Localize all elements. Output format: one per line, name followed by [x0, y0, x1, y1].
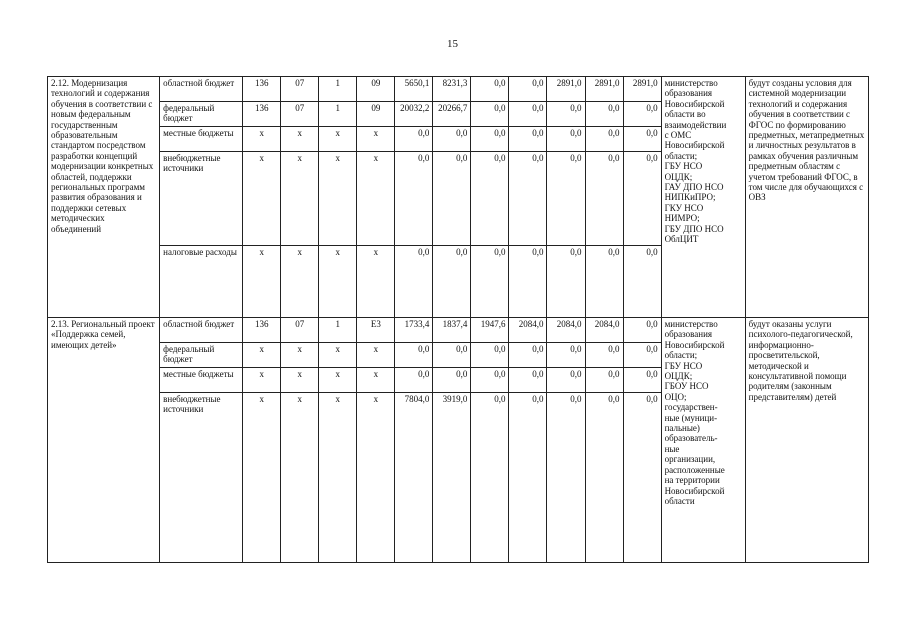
- amount-cell: 8231,3: [433, 77, 471, 102]
- budget-code-cell: x: [243, 368, 281, 393]
- amount-cell: 0,0: [623, 152, 661, 246]
- budget-code-cell: x: [281, 393, 319, 563]
- amount-cell: 0,0: [585, 246, 623, 318]
- funding-source-cell: налоговые расходы: [160, 246, 243, 318]
- budget-code-cell: x: [319, 127, 357, 152]
- expected-result-cell: будут созданы условия для системной модернизации технологий и содержания обучения в соответствии с ФГОС по формированию предметных, метапредметных и личностных результатов в рамках обучения различным предметным областям с учетом требований ФГОС, в том числе для обучающихся с ОВЗ: [745, 77, 868, 318]
- amount-cell: 0,0: [509, 246, 547, 318]
- funding-source-cell: областной бюджет: [160, 77, 243, 102]
- executor-cell: министерство образования Новосибирской области; ГБУ НСО ОЦДК; ГБОУ НСО ОЦО; государствен- ные (муници- пальные) образователь- ные организации, расположенные на территории Новосибирской области: [661, 318, 745, 563]
- budget-code-cell: 136: [243, 102, 281, 127]
- funding-source-cell: местные бюджеты: [160, 368, 243, 393]
- amount-cell: 0,0: [509, 152, 547, 246]
- budget-code-cell: x: [357, 127, 395, 152]
- amount-cell: 2084,0: [509, 318, 547, 343]
- expected-result-cell: будут оказаны услуги психолого-педагогической, информационно-просветительской, методической и консультативной помощи родителям (законным представителям) детей: [745, 318, 868, 563]
- amount-cell: 0,0: [623, 343, 661, 368]
- amount-cell: 0,0: [547, 152, 585, 246]
- amount-cell: 0,0: [509, 77, 547, 102]
- amount-cell: 0,0: [547, 127, 585, 152]
- amount-cell: 0,0: [471, 343, 509, 368]
- amount-cell: 2891,0: [623, 77, 661, 102]
- amount-cell: 0,0: [623, 368, 661, 393]
- budget-code-cell: x: [243, 343, 281, 368]
- budget-code-cell: x: [319, 343, 357, 368]
- amount-cell: 0,0: [395, 127, 433, 152]
- amount-cell: 0,0: [585, 393, 623, 563]
- funding-source-cell: внебюджетные источники: [160, 393, 243, 563]
- budget-code-cell: 1: [319, 102, 357, 127]
- table-row: [48, 318, 869, 343]
- amount-cell: 1947,6: [471, 318, 509, 343]
- amount-cell: 0,0: [433, 152, 471, 246]
- amount-cell: 7804,0: [395, 393, 433, 563]
- amount-cell: 0,0: [585, 127, 623, 152]
- amount-cell: 0,0: [471, 246, 509, 318]
- funding-source-cell: федеральный бюджет: [160, 102, 243, 127]
- amount-cell: 0,0: [547, 102, 585, 127]
- budget-code-cell: x: [357, 368, 395, 393]
- amount-cell: 2891,0: [585, 77, 623, 102]
- amount-cell: 5650,1: [395, 77, 433, 102]
- amount-cell: 0,0: [547, 343, 585, 368]
- budget-code-cell: x: [281, 343, 319, 368]
- amount-cell: 2084,0: [585, 318, 623, 343]
- amount-cell: 20032,2: [395, 102, 433, 127]
- executor-cell: министерство образования Новосибирской области во взаимодействии с ОМС Новосибирской области; ГБУ НСО ОЦДК; ГАУ ДПО НСО НИПКиПРО; ГКУ НСО НИМРО; ГБУ ДПО НСО ОблЦИТ: [661, 77, 745, 318]
- amount-cell: 0,0: [547, 246, 585, 318]
- amount-cell: 0,0: [471, 102, 509, 127]
- amount-cell: 0,0: [585, 343, 623, 368]
- budget-code-cell: x: [319, 368, 357, 393]
- budget-code-cell: 09: [357, 102, 395, 127]
- budget-code-cell: x: [243, 246, 281, 318]
- amount-cell: 0,0: [509, 368, 547, 393]
- amount-cell: 0,0: [433, 343, 471, 368]
- budget-code-cell: x: [243, 152, 281, 246]
- budget-code-cell: 1: [319, 318, 357, 343]
- amount-cell: 1837,4: [433, 318, 471, 343]
- amount-cell: 1733,4: [395, 318, 433, 343]
- budget-code-cell: 1: [319, 77, 357, 102]
- amount-cell: 2891,0: [547, 77, 585, 102]
- activity-name-cell: 2.12. Модернизация технологий и содержания обучения в соответствии с новым федеральным государственным образовательным стандартом посредством разработки концепций модернизации конкретных областей, поддержки региональных программ развития образования и поддержки сетевых методических объединений: [48, 77, 160, 318]
- amount-cell: 0,0: [623, 246, 661, 318]
- funding-source-cell: областной бюджет: [160, 318, 243, 343]
- budget-code-cell: x: [319, 246, 357, 318]
- amount-cell: 0,0: [433, 127, 471, 152]
- amount-cell: 0,0: [585, 152, 623, 246]
- budget-code-cell: 136: [243, 318, 281, 343]
- amount-cell: 0,0: [471, 368, 509, 393]
- funding-source-cell: внебюджетные источники: [160, 152, 243, 246]
- amount-cell: 0,0: [547, 368, 585, 393]
- budget-code-cell: x: [357, 343, 395, 368]
- amount-cell: 0,0: [395, 246, 433, 318]
- amount-cell: 0,0: [509, 102, 547, 127]
- amount-cell: 0,0: [471, 127, 509, 152]
- amount-cell: 0,0: [585, 368, 623, 393]
- amount-cell: 2084,0: [547, 318, 585, 343]
- budget-code-cell: 07: [281, 318, 319, 343]
- budget-code-cell: 07: [281, 102, 319, 127]
- amount-cell: 0,0: [395, 368, 433, 393]
- amount-cell: 0,0: [623, 102, 661, 127]
- budget-code-cell: x: [281, 246, 319, 318]
- amount-cell: 0,0: [471, 77, 509, 102]
- budget-code-cell: x: [357, 246, 395, 318]
- amount-cell: 0,0: [547, 393, 585, 563]
- budget-code-cell: x: [357, 393, 395, 563]
- amount-cell: 0,0: [395, 343, 433, 368]
- funding-source-cell: местные бюджеты: [160, 127, 243, 152]
- amount-cell: 0,0: [623, 318, 661, 343]
- budget-code-cell: x: [319, 152, 357, 246]
- program-table: [47, 76, 869, 563]
- budget-code-cell: 09: [357, 77, 395, 102]
- amount-cell: 0,0: [433, 368, 471, 393]
- amount-cell: 0,0: [509, 343, 547, 368]
- budget-code-cell: x: [243, 393, 281, 563]
- amount-cell: 0,0: [585, 102, 623, 127]
- budget-code-cell: x: [281, 152, 319, 246]
- budget-code-cell: x: [281, 368, 319, 393]
- amount-cell: 0,0: [471, 393, 509, 563]
- amount-cell: 0,0: [471, 152, 509, 246]
- budget-code-cell: E3: [357, 318, 395, 343]
- amount-cell: 0,0: [623, 393, 661, 563]
- budget-code-cell: x: [243, 127, 281, 152]
- amount-cell: 0,0: [623, 127, 661, 152]
- table-body: [48, 77, 869, 563]
- amount-cell: 0,0: [433, 246, 471, 318]
- amount-cell: 20266,7: [433, 102, 471, 127]
- activity-name-cell: 2.13. Региональный проект «Поддержка семей, имеющих детей»: [48, 318, 160, 563]
- budget-code-cell: 136: [243, 77, 281, 102]
- amount-cell: 0,0: [395, 152, 433, 246]
- amount-cell: 0,0: [509, 127, 547, 152]
- funding-source-cell: федеральный бюджет: [160, 343, 243, 368]
- page-number: 15: [447, 38, 458, 50]
- budget-code-cell: x: [357, 152, 395, 246]
- budget-code-cell: x: [281, 127, 319, 152]
- budget-code-cell: x: [319, 393, 357, 563]
- table-row: [48, 77, 869, 102]
- amount-cell: 3919,0: [433, 393, 471, 563]
- amount-cell: 0,0: [509, 393, 547, 563]
- budget-code-cell: 07: [281, 77, 319, 102]
